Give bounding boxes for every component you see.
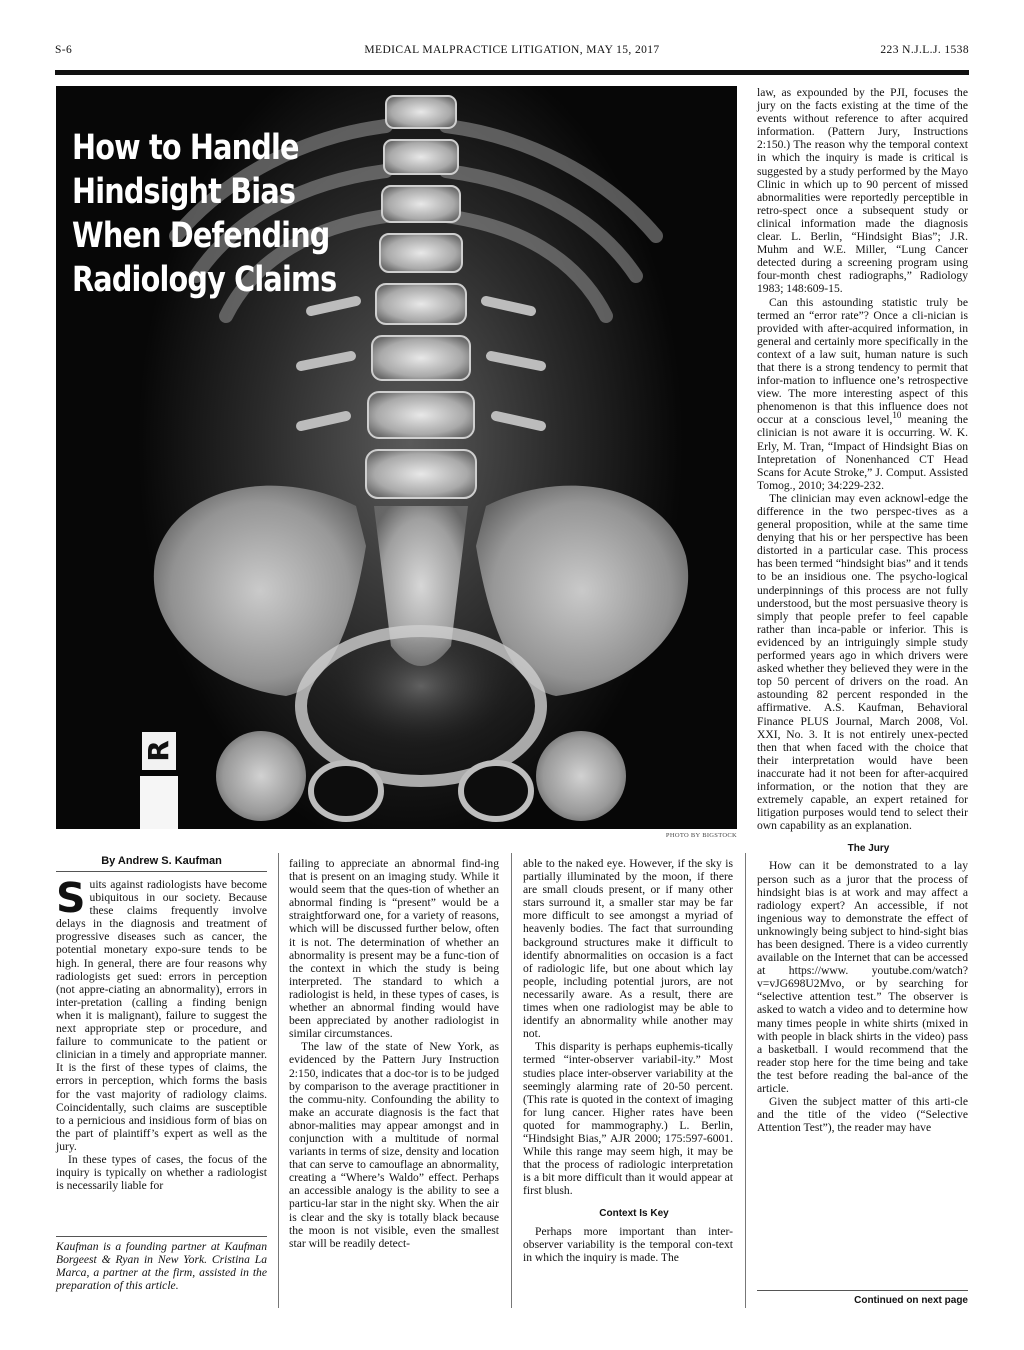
subhead-context: Context Is Key [599,1208,669,1220]
paragraph: Suits against radiologists have become ubiquitous in our society. Because these claims frequently involve delays in the diagnosis and treatment of progressive diseases such as cancer, the potential monetary expo-sure tends to be high. In general, there are four reasons why radiologists get sued: errors in perception (not appre-ciating an abnormality), errors in inter-pretation (calling a finding benign when it is malignant), failure to suggest the next appropriate step or procedure, and failure to communicate to the patient or clinician in a timely and appropriate manner. It is the first of these types of claims, the errors in perception, which forms the basis for the vast majority of radiology claims. Coincidentally, such claims are susceptible to a pernicious and insidious form of bias on the part of plaintiff’s expert as well as the jury. [56,874,267,1153]
column-2 [289,857,499,1250]
subhead-jury: The Jury [847,843,890,855]
paragraph: Can this astounding statistic truly be termed an “error rate”? Once a cli-nician is provided with after-acquired information, in general and certainly more specifically in the context of a law suit, human nature is such that there is a strong tendency to permit that infor-mation to influence one’s retrospective view. The more interesting aspect of this phenomenon is that this influence does not occur at a conscious level,$^{10}$ meaning the clinician is not aware it is occurring. W. K. Erly, M. Tran, “Impact of Hindsight Bias on Intepretation of Nonenhanced CT Head Scans for Acute Stroke,” J. Comput. Assisted Tomog., 2010; 34:229-232. [757,295,968,492]
running-header [55,44,969,60]
marker-bar [140,776,178,829]
citation: 223 N.J.L.J. 1538 [880,44,969,56]
paragraph: failing to appreciate an abnormal find-ing that is present on an imaging study. While it would seem that the ques-tion of whether an abnormal finding is “present” would be a straightforward one, for a variety of reasons, which will be discussed further below, often it is not. The determination of whether an abnormality is present may be a func-tion of the context in which the study is being interpreted. The standard to which a radiologist is held, in these types of cases, is whether an abnormal finding would have been appreciated by another radiologist in similar circumstances. [289,857,499,1041]
column-rule [745,853,746,1308]
paragraph: The law of the state of New York, as evidenced by the Pattern Jury Instruction 2:150, indicates that a doc-tor is to be judged by comparison to the average practitioner in the commu-nity. Confounding the ability to make an accurate diagnosis is the fact that abnor-malities may appear amongst and in conjunction with a multitude of normal variants in terms of size, density and location that can serve to camouflage an abnormality, creating a “Where’s Waldo” effect. Perhaps an accessible analogy is the ability to see a particu-lar star in the night sky. When the air is clear and the sky is totally black because the moon is not visible, even the smallest star will be readily detect- [289,1040,499,1250]
column-1 [56,874,267,1193]
article-headline: How to Handle Hindsight Bias When Defending Radiology Claims [72,128,337,300]
paragraph: This disparity is perhaps euphemis-tically termed “inter-observer variabil-ity.” Most studies place inter-observer variability at the seemingly alarming rate of 20-50 percent. (This rate is quoted in the context of imaging for lung cancer. Higher rates have been quoted for mammography.) L. Berlin, “Hindsight Bias,” AJR 2000; 175:597-6001. While this range may seem high, it may be that the process of radiologic interpretation is a bit more difficult than it would appear at first blush. [523,1040,733,1198]
byline: By Andrew S. Kaufman [101,855,222,867]
bio-rule [56,1236,267,1237]
paragraph: Perhaps more important than inter-observer variability is the temporal con-text in which the inquiry is made. The [523,1224,733,1264]
author-bio: Kaufman is a founding partner at Kaufman Borgeest & Ryan in New York. Cristina La Marca, a partner at the firm, assisted in the preparation of this article. [56,1240,267,1293]
paragraph: law, as expounded by the PJI, focuses the jury on the facts existing at the time of the events without reference to after acquired information. (Pattern Jury, Instructions 2:150.) The reason why the temporal context in which the inquiry is made is critical is suggested by a study performed by the Mayo Clinic in which up to 90 percent of missed abnormalities were reportedly perceptible in retro-spect once a subsequent study or clinical information made the diagnosis clear. L. Berlin, “Hindsight Bias”; J.R. Muhm and W.E. Miller, “Lung Cancer detected during a screening program using four-month chest radiographs,” Radiology 1983; 148:609-15. [757,86,968,296]
xray-image [56,86,737,829]
column-3 [523,857,733,1264]
continued-notice: Continued on next page [854,1295,968,1306]
header-rule [55,70,969,75]
paragraph: The clinician may even acknowl-edge the difference in the two perspec-tives as a general proposition, while at the same time denying that his or her perspective has been distorted in a particular case. This process has been termed “hindsight bias” and it tends to be an insidious one. The psycho-logical underpinnings of this process are not fully understood, but the most persuasive theory is simply that people prefer to feel capable rather than inca-pable or inferior. This is evidenced by an intriguingly simple study performed years ago in which drivers were asked whether they believed they were in the top 50 percent of drivers on the road. An astounding 82 percent responded in the affirmative. A.S. Kaufman, Behavioral Finance PLUS Journal, March 2008, Vol. XXI, No. 3. It is not entirely unex-pected then that when faced with the choice that their interpretation would have been inaccurate had it not been for after-acquired information, or the notion that they are extremely capable, an expert retained for litigation purposes would tend to select their own capability as an explanation. [757,491,968,833]
page-number: S-6 [55,44,73,56]
right-side-marker: R [142,732,176,770]
column-4 [757,86,968,1134]
photo-credit: PHOTO BY BIGSTOCK [665,832,737,839]
paragraph: able to the naked eye. However, if the sky is partially illuminated by the moon, if there are small clouds present, or if many other stars surround it, a smaller star may be far more difficult to see amongst a myriad of heavenly bodies. The fact that surrounding background structures make it difficult to identify abnormalities on occasion is a fact of radiologic life, but one about which lay people, including potential jurors, are not necessarily aware. As a result, there are times when one radiologist may be able to identify an abnormality while another may not. [523,857,733,1041]
byline-rule [56,871,267,872]
paragraph: How can it be demonstrated to a lay person such as a juror that the process of hindsight bias is at work and may affect a radiology expert? An accessible, if not ingenious way to demonstrate the effect of unknowingly being subject to hind-sight bias has been designed. There is a video currently available on the Internet that can be accessed at https://www. youtube.com/watch?v=vJG698U2Mvo, or by searching for “selective attention test.” The observer is asked to watch a video and to determine how many times people in white shirts (mixed in with people in black shirts in the video) pass a basketball. I would recommend that the reader stop here for the time being and take the test before reading the bal-ance of the article. [757,859,968,1096]
drop-cap: S [56,874,86,922]
column-rule [278,853,279,1308]
footnote-ref: 10 [892,410,902,421]
section-date: MEDICAL MALPRACTICE LITIGATION, MAY 15, 2017 [364,44,660,56]
paragraph: In these types of cases, the focus of the inquiry is typically on whether a radiologist is necessarily liable for [56,1152,267,1193]
paragraph: Given the subject matter of this arti-cle and the title of the video (“Selective Attention Test”), the reader may have [757,1095,968,1135]
column-rule [511,853,512,1308]
continued-rule [757,1290,968,1291]
